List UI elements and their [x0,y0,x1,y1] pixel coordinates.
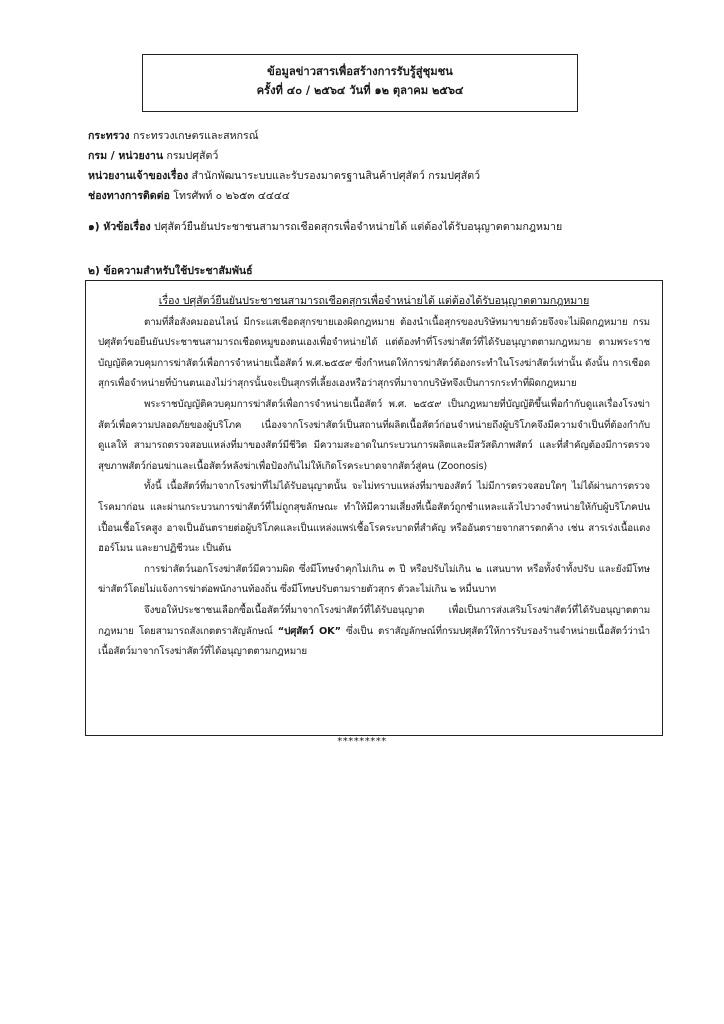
meta-block [88,126,688,206]
header-box [142,54,578,112]
contact-label: ช่องทางการติดต่อ [88,190,170,202]
pr-paragraph-5 [98,601,650,663]
pr-title: เรื่อง ปศุสัตว์ยืนยันประชาชนสามารถเชือดสุกรเพื่อจำหน่ายได้ แต่ต้องได้รับอนุญาตตามกฎหมาย [158,294,590,307]
subject-line [88,218,562,235]
pr-paragraph-2: พระราชบัญญัติควบคุมการฆ่าสัตว์เพื่อการจำหน่ายเนื้อสัตว์ พ.ศ. ๒๕๕๙ เป็นกฎหมายที่บัญญัติขึ้นเพื่อกำกับดูแลเรื่องโรงฆ่าสัตว์เพื่อความปลอดภัยของผู้บริโภค เนื่องจากโรงฆ่าสัตว์เป็นสถานที่ผลิตเนื้อสัตว์ก่อนจำหน่ายถึงผู้บริโภคจึงมีความจำเป็นที่ต้องกำกับดูแลให้ สามารถตรวจสอบแหล่งที่มาของสัตว์มีชีวิต มีความสะอาดในกระบวนการผลิตและมีสวัสดิภาพสัตว์ และที่สำคัญต้องมีการตรวจสุขภาพสัตว์ก่อนฆ่าและเนื้อสัตว์หลังฆ่าเพื่อป้องกันไม่ให้เกิดโรคระบาดจากสัตว์สู่คน (Zoonosis) [98,398,650,472]
end-marker: ********* [337,736,387,747]
ministry-value: กระทรวงเกษตรและสหกรณ์ [132,130,259,142]
pr-text-box [85,280,663,736]
meta-contact [88,186,688,206]
owner-label: หน่วยงานเจ้าของเรื่อง [88,170,189,182]
pr-p5-text-a: จึงขอให้ประชาชนเลือกซื้อเนื้อสัตว์ที่มาจากโรงฆ่าสัตว์ที่ได้รับอนุญาต เพื่อเป็นการส่งเสริมโรงฆ่าสัตว์ที่ได้รับอนุญาตตามกฎหมาย โดยสามารถสังเกตตราสัญลักษณ์ [98,604,650,637]
department-label: กรม / หน่วยงาน [88,150,164,162]
header-issue-date: ครั้งที่ ๔๐ / ๒๕๖๔ วันที่ ๑๒ ตุลาคม ๒๕๖๔ [256,84,464,97]
header-title: ข้อมูลข่าวสารเพื่อสร้างการรับรู้สู่ชุมชน [267,65,453,78]
subject-label: ๑) หัวข้อเรื่อง [88,221,151,233]
pr-paragraph-1: ตามที่สื่อสังคมออนไลน์ มีกระแสเชือดสุกรขายเองผิดกฎหมาย ต้องนำเนื้อสุกรของบริษัทมาขายด้วยจึงจะไม่ผิดกฎหมาย กรมปศุสัตว์ขอยืนยันประชาชนสามารถเชือดหมูของตนเองเพื่อจำหน่ายได้ แต่ต้องทำที่โรงฆ่าสัตว์ที่ได้รับอนุญาตตามกฎหมาย ตามพระราชบัญญัติควบคุมการฆ่าสัตว์เพื่อการจำหน่ายเนื้อสัตว์ พ.ศ.๒๕๕๙ ซึ่งกำหนดให้การฆ่าสัตว์ต้องกระทำในโรงฆ่าสัตว์เท่านั้น ดังนั้น การเชือดสุกรเพื่อจำหน่ายที่บ้านตนเองไม่ว่าสุกรนั้นจะเป็นสุกรที่เลี้ยงเองหรือว่าสุกรที่มาจากบริษัทจึงเป็นการกระทำที่ผิดกฎหมาย [98,316,650,390]
ministry-label: กระทรวง [88,130,130,142]
pr-p5-text-b: ซึ่งเป็น ตราสัญลักษณ์ที่กรมปศุสัตว์ให้การรับรองร้านจำหน่ายเนื้อสัตว์ว่านำเนื้อสัตว์มาจากโรงฆ่าสัตว์ที่ได้อนุญาตตามกฎหมาย [98,625,650,658]
meta-department [88,146,688,166]
pr-p5-logo-name: “ปศุสัตว์ OK” [277,625,341,637]
pr-paragraph-3: ทั้งนี้ เนื้อสัตว์ที่มาจากโรงฆ่าที่ไม่ได้รับอนุญาตนั้น จะไม่ทราบแหล่งที่มาของสัตว์ ไม่มีการตรวจสอบใดๆ ไม่ได้ผ่านการตรวจโรคมาก่อน และผ่านกระบวนการฆ่าสัตว์ที่ไม่ถูกสุขลักษณะ ทำให้มีความเสี่ยงที่เนื้อสัตว์ถูกชำแหละแล้วไปวางจำหน่ายให้กับผู้บริโภคปนเปื้อนเชื้อโรคสูง อาจเป็นอันตรายต่อผู้บริโภคและเป็นแหล่งแพร่เชื้อโรคระบาดที่สำคัญ หรืออันตรายจากสารตกค้าง เช่น สารเร่งเนื้อแดง ฮอร์โมน และยาปฏิชีวนะ เป็นต้น [98,481,650,555]
contact-value: โทรศัพท์ ๐ ๒๖๕๓ ๔๔๔๔ [173,190,290,202]
section-2-heading: ๒) ข้อความสำหรับใช้ประชาสัมพันธ์ [88,265,253,277]
owner-value: สำนักพัฒนาระบบและรับรองมาตรฐานสินค้าปศุสัตว์ กรมปศุสัตว์ [191,170,481,182]
pr-paragraph-4: การฆ่าสัตว์นอกโรงฆ่าสัตว์มีความผิด ซึ่งมีโทษจำคุกไม่เกิน ๓ ปี หรือปรับไม่เกิน ๒ แสนบาท หรือทั้งจำทั้งปรับ และยังมีโทษฆ่าสัตว์โดยไม่แจ้งการฆ่าต่อพนักงานท้องถิ่น ซึ่งมีโทษปรับตามรายตัวสุกร ตัวละไม่เกิน ๒ หมื่นบาท [98,563,650,596]
department-value: กรมปศุสัตว์ [166,150,219,162]
subject-value: ปศุสัตว์ยืนยันประชาชนสามารถเชือดสุกรเพื่อจำหน่ายได้ แต่ต้องได้รับอนุญาตตามกฎหมาย [154,221,563,233]
meta-ministry [88,126,688,146]
meta-owner [88,166,688,186]
